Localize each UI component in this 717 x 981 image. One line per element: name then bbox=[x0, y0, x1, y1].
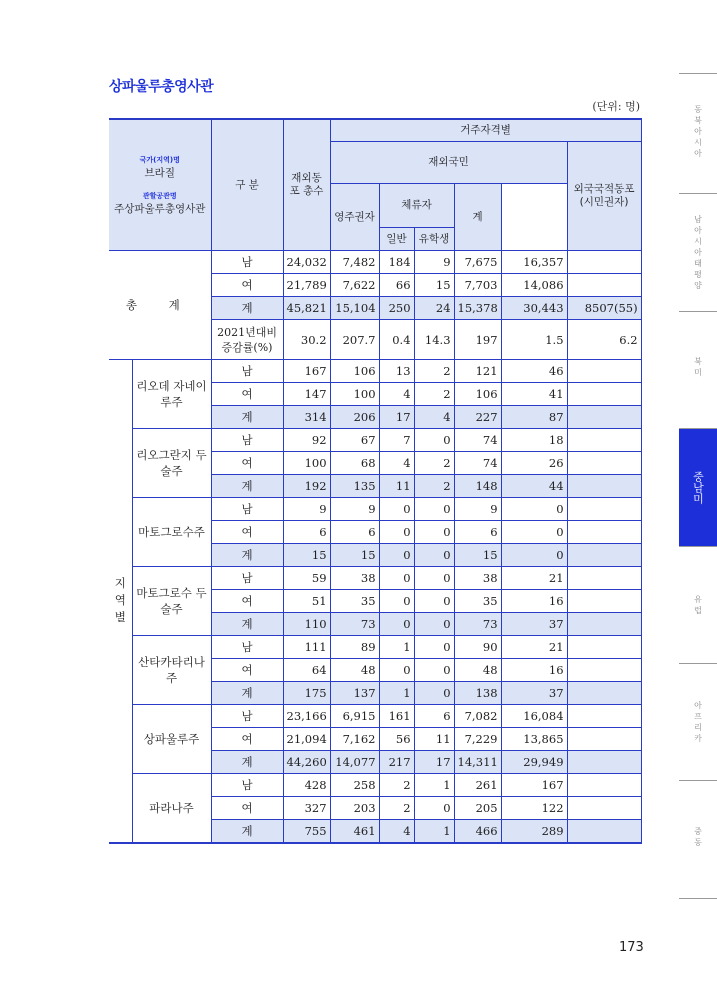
header-total-overseas: 재외동포 총수 bbox=[283, 119, 330, 251]
value-cell: 6.2 bbox=[567, 320, 641, 360]
value-cell: 1 bbox=[414, 774, 454, 797]
value-cell: 0 bbox=[414, 590, 454, 613]
sex-cell: 계 bbox=[211, 406, 283, 429]
value-cell: 9 bbox=[283, 498, 330, 521]
value-cell: 21 bbox=[501, 636, 567, 659]
value-cell: 37 bbox=[501, 682, 567, 705]
value-cell bbox=[567, 774, 641, 797]
value-cell: 67 bbox=[330, 429, 379, 452]
sex-cell: 여 bbox=[211, 659, 283, 682]
value-cell: 9 bbox=[330, 498, 379, 521]
sidebar-divider bbox=[679, 546, 717, 547]
value-cell: 7,482 bbox=[330, 251, 379, 274]
value-cell: 138 bbox=[454, 682, 501, 705]
sex-cell: 여 bbox=[211, 797, 283, 820]
value-cell: 0 bbox=[414, 521, 454, 544]
value-cell: 0 bbox=[379, 659, 414, 682]
value-cell: 147 bbox=[283, 383, 330, 406]
value-cell: 15 bbox=[414, 274, 454, 297]
value-cell: 59 bbox=[283, 567, 330, 590]
sidebar-tab-active[interactable]: 중남미 bbox=[679, 428, 717, 546]
value-cell: 314 bbox=[283, 406, 330, 429]
value-cell bbox=[567, 751, 641, 774]
value-cell: 6 bbox=[414, 705, 454, 728]
sex-cell: 여 bbox=[211, 521, 283, 544]
value-cell: 17 bbox=[379, 406, 414, 429]
region-name: 산타카타리나 주 bbox=[132, 636, 211, 705]
value-cell: 428 bbox=[283, 774, 330, 797]
value-cell: 0 bbox=[379, 590, 414, 613]
page-title: 상파울루총영사관 bbox=[109, 79, 214, 95]
region-name: 마토그로수주 bbox=[132, 498, 211, 567]
value-cell: 73 bbox=[330, 613, 379, 636]
sex-cell: 남 bbox=[211, 567, 283, 590]
value-cell: 13 bbox=[379, 360, 414, 383]
sex-cell: 계 bbox=[211, 475, 283, 498]
value-cell: 21,094 bbox=[283, 728, 330, 751]
value-cell: 0 bbox=[501, 544, 567, 567]
header-residence: 거주자격별 bbox=[330, 119, 641, 141]
value-cell: 2 bbox=[379, 774, 414, 797]
header-row-1 bbox=[109, 119, 641, 141]
header-general: 일반 bbox=[379, 228, 414, 251]
value-cell: 461 bbox=[330, 820, 379, 843]
sex-cell: 계 bbox=[211, 682, 283, 705]
table-row bbox=[109, 360, 641, 383]
value-cell: 14,077 bbox=[330, 751, 379, 774]
value-cell: 15,378 bbox=[454, 297, 501, 320]
sex-cell: 계 bbox=[211, 751, 283, 774]
value-cell: 16,084 bbox=[501, 705, 567, 728]
sidebar-tab[interactable]: 남아시아태평양 bbox=[694, 215, 702, 290]
sidebar-divider bbox=[679, 898, 717, 899]
value-cell bbox=[567, 590, 641, 613]
value-cell bbox=[567, 429, 641, 452]
value-cell: 89 bbox=[330, 636, 379, 659]
table-row bbox=[109, 567, 641, 590]
value-cell: 121 bbox=[454, 360, 501, 383]
value-cell: 44,260 bbox=[283, 751, 330, 774]
value-cell: 261 bbox=[454, 774, 501, 797]
value-cell: 205 bbox=[454, 797, 501, 820]
value-cell bbox=[567, 360, 641, 383]
value-cell: 0 bbox=[501, 521, 567, 544]
value-cell: 6 bbox=[330, 521, 379, 544]
sex-cell: 계 bbox=[211, 544, 283, 567]
value-cell: 74 bbox=[454, 452, 501, 475]
value-cell: 7,082 bbox=[454, 705, 501, 728]
value-cell: 48 bbox=[330, 659, 379, 682]
sidebar-tab[interactable]: 아프리카 bbox=[694, 701, 702, 743]
value-cell: 2 bbox=[414, 452, 454, 475]
value-cell: 100 bbox=[283, 452, 330, 475]
value-cell: 227 bbox=[454, 406, 501, 429]
sidebar-divider bbox=[679, 193, 717, 194]
header-sojourner: 체류자 bbox=[379, 184, 454, 228]
value-cell: 7,162 bbox=[330, 728, 379, 751]
region-name: 리오그란지 두술주 bbox=[132, 429, 211, 498]
value-cell bbox=[567, 728, 641, 751]
sex-cell: 남 bbox=[211, 429, 283, 452]
sex-cell: 계 bbox=[211, 297, 283, 320]
value-cell: 74 bbox=[454, 429, 501, 452]
value-cell: 66 bbox=[379, 274, 414, 297]
sex-cell: 계 bbox=[211, 820, 283, 843]
sidebar-tab[interactable]: 중동 bbox=[694, 827, 702, 847]
value-cell: 184 bbox=[379, 251, 414, 274]
value-cell: 73 bbox=[454, 613, 501, 636]
sex-cell: 남 bbox=[211, 498, 283, 521]
value-cell: 11 bbox=[379, 475, 414, 498]
region-name: 리오데 자네이루주 bbox=[132, 360, 211, 429]
value-cell: 14,311 bbox=[454, 751, 501, 774]
office-value: 주상파울루총영사관 bbox=[114, 203, 206, 215]
value-cell: 197 bbox=[454, 320, 501, 360]
value-cell: 11 bbox=[414, 728, 454, 751]
value-cell: 2 bbox=[414, 475, 454, 498]
value-cell: 56 bbox=[379, 728, 414, 751]
sex-cell: 여 bbox=[211, 274, 283, 297]
sex-cell: 남 bbox=[211, 636, 283, 659]
table-row bbox=[109, 251, 641, 274]
value-cell: 15 bbox=[454, 544, 501, 567]
by-region-label: 지역별 bbox=[109, 360, 132, 843]
value-cell: 6 bbox=[283, 521, 330, 544]
value-cell: 35 bbox=[330, 590, 379, 613]
value-cell: 4 bbox=[379, 452, 414, 475]
value-cell: 0 bbox=[379, 613, 414, 636]
sidebar-divider bbox=[679, 311, 717, 312]
value-cell bbox=[567, 521, 641, 544]
value-cell: 0 bbox=[414, 682, 454, 705]
value-cell: 106 bbox=[330, 360, 379, 383]
header-gubun: 구 분 bbox=[211, 119, 283, 251]
value-cell: 16 bbox=[501, 659, 567, 682]
sidebar-divider bbox=[679, 663, 717, 664]
value-cell: 29,949 bbox=[501, 751, 567, 774]
value-cell: 0 bbox=[414, 659, 454, 682]
header-nationals: 재외국민 bbox=[330, 141, 567, 184]
sidebar-tab[interactable]: 동북아시아 bbox=[694, 105, 702, 158]
value-cell: 0 bbox=[414, 498, 454, 521]
value-cell: 6,915 bbox=[330, 705, 379, 728]
value-cell: 64 bbox=[283, 659, 330, 682]
value-cell: 0 bbox=[414, 797, 454, 820]
header-student: 유학생 bbox=[414, 228, 454, 251]
value-cell: 48 bbox=[454, 659, 501, 682]
value-cell: 30,443 bbox=[501, 297, 567, 320]
value-cell: 46 bbox=[501, 360, 567, 383]
value-cell: 16 bbox=[501, 590, 567, 613]
value-cell: 35 bbox=[454, 590, 501, 613]
value-cell: 0 bbox=[379, 567, 414, 590]
sex-cell: 계 bbox=[211, 613, 283, 636]
value-cell: 87 bbox=[501, 406, 567, 429]
value-cell: 106 bbox=[454, 383, 501, 406]
table-row bbox=[109, 705, 641, 728]
value-cell: 1 bbox=[379, 636, 414, 659]
value-cell: 0 bbox=[379, 544, 414, 567]
value-cell: 161 bbox=[379, 705, 414, 728]
value-cell: 37 bbox=[501, 613, 567, 636]
value-cell: 15 bbox=[330, 544, 379, 567]
region-label: 국가(지역)명 bbox=[139, 156, 180, 164]
value-cell: 9 bbox=[414, 251, 454, 274]
value-cell bbox=[567, 274, 641, 297]
value-cell: 41 bbox=[501, 383, 567, 406]
value-cell: 18 bbox=[501, 429, 567, 452]
region-name: 마토그로수 두술주 bbox=[132, 567, 211, 636]
value-cell: 1 bbox=[379, 682, 414, 705]
value-cell: 30.2 bbox=[283, 320, 330, 360]
value-cell: 26 bbox=[501, 452, 567, 475]
office-label: 관할공관명 bbox=[142, 192, 177, 200]
value-cell: 466 bbox=[454, 820, 501, 843]
overall-label: 총 계 bbox=[109, 251, 211, 360]
value-cell: 755 bbox=[283, 820, 330, 843]
value-cell: 1 bbox=[414, 820, 454, 843]
value-cell: 0 bbox=[501, 498, 567, 521]
sidebar-tab[interactable]: 유럽 bbox=[694, 595, 702, 615]
value-cell bbox=[567, 406, 641, 429]
value-cell: 111 bbox=[283, 636, 330, 659]
page-number: 173 bbox=[619, 940, 644, 955]
value-cell: 207.7 bbox=[330, 320, 379, 360]
value-cell: 110 bbox=[283, 613, 330, 636]
value-cell: 24 bbox=[414, 297, 454, 320]
sex-cell: 여 bbox=[211, 590, 283, 613]
value-cell: 2 bbox=[414, 383, 454, 406]
corner-cell bbox=[109, 119, 211, 251]
value-cell: 24,032 bbox=[283, 251, 330, 274]
value-cell: 7,675 bbox=[454, 251, 501, 274]
sex-cell: 여 bbox=[211, 383, 283, 406]
value-cell: 327 bbox=[283, 797, 330, 820]
value-cell: 7 bbox=[379, 429, 414, 452]
header-foreign-national: 외국국적동포 (시민권자) bbox=[567, 141, 641, 251]
value-cell: 38 bbox=[330, 567, 379, 590]
unit-label: (단위: 명) bbox=[592, 100, 640, 113]
value-cell: 68 bbox=[330, 452, 379, 475]
value-cell: 21 bbox=[501, 567, 567, 590]
value-cell bbox=[567, 613, 641, 636]
value-cell: 9 bbox=[454, 498, 501, 521]
header-permanent: 영주권자 bbox=[330, 184, 379, 251]
value-cell: 15 bbox=[283, 544, 330, 567]
value-cell: 13,865 bbox=[501, 728, 567, 751]
value-cell bbox=[567, 544, 641, 567]
value-cell bbox=[567, 682, 641, 705]
value-cell bbox=[567, 705, 641, 728]
value-cell: 2 bbox=[379, 797, 414, 820]
value-cell: 4 bbox=[414, 406, 454, 429]
value-cell: 217 bbox=[379, 751, 414, 774]
value-cell: 23,166 bbox=[283, 705, 330, 728]
value-cell: 289 bbox=[501, 820, 567, 843]
table-row bbox=[109, 774, 641, 797]
value-cell: 192 bbox=[283, 475, 330, 498]
value-cell: 137 bbox=[330, 682, 379, 705]
value-cell bbox=[567, 452, 641, 475]
value-cell: 206 bbox=[330, 406, 379, 429]
region-value: 브라질 bbox=[144, 167, 175, 179]
value-cell: 203 bbox=[330, 797, 379, 820]
value-cell: 4 bbox=[379, 820, 414, 843]
value-cell bbox=[567, 475, 641, 498]
value-cell: 148 bbox=[454, 475, 501, 498]
value-cell: 38 bbox=[454, 567, 501, 590]
region-name: 상파울루주 bbox=[132, 705, 211, 774]
value-cell: 14,086 bbox=[501, 274, 567, 297]
value-cell bbox=[567, 797, 641, 820]
value-cell: 175 bbox=[283, 682, 330, 705]
value-cell: 45,821 bbox=[283, 297, 330, 320]
sex-cell: 2021년대비 증감률(%) bbox=[211, 320, 283, 360]
sex-cell: 남 bbox=[211, 705, 283, 728]
value-cell: 0.4 bbox=[379, 320, 414, 360]
value-cell: 7,703 bbox=[454, 274, 501, 297]
value-cell bbox=[567, 567, 641, 590]
value-cell: 0 bbox=[414, 636, 454, 659]
sex-cell: 여 bbox=[211, 728, 283, 751]
sidebar-divider bbox=[679, 73, 717, 74]
value-cell: 15,104 bbox=[330, 297, 379, 320]
value-cell: 7,229 bbox=[454, 728, 501, 751]
table-row bbox=[109, 429, 641, 452]
value-cell: 0 bbox=[414, 429, 454, 452]
sex-cell: 여 bbox=[211, 452, 283, 475]
value-cell: 135 bbox=[330, 475, 379, 498]
sidebar-tab[interactable]: 북미 bbox=[694, 357, 702, 377]
value-cell: 51 bbox=[283, 590, 330, 613]
value-cell: 8507(55) bbox=[567, 297, 641, 320]
sex-cell: 남 bbox=[211, 774, 283, 797]
table-row bbox=[109, 498, 641, 521]
sex-cell: 남 bbox=[211, 360, 283, 383]
value-cell bbox=[567, 498, 641, 521]
value-cell: 1.5 bbox=[501, 320, 567, 360]
value-cell: 0 bbox=[414, 613, 454, 636]
value-cell: 0 bbox=[379, 521, 414, 544]
sidebar-divider bbox=[679, 428, 717, 429]
value-cell bbox=[567, 383, 641, 406]
region-name: 파라나주 bbox=[132, 774, 211, 843]
value-cell: 16,357 bbox=[501, 251, 567, 274]
value-cell: 2 bbox=[414, 360, 454, 383]
value-cell: 4 bbox=[379, 383, 414, 406]
value-cell: 167 bbox=[283, 360, 330, 383]
value-cell: 0 bbox=[379, 498, 414, 521]
value-cell: 258 bbox=[330, 774, 379, 797]
value-cell: 17 bbox=[414, 751, 454, 774]
table-row bbox=[109, 636, 641, 659]
value-cell: 250 bbox=[379, 297, 414, 320]
value-cell bbox=[567, 251, 641, 274]
value-cell: 122 bbox=[501, 797, 567, 820]
value-cell: 44 bbox=[501, 475, 567, 498]
value-cell: 92 bbox=[283, 429, 330, 452]
value-cell: 0 bbox=[414, 544, 454, 567]
value-cell: 6 bbox=[454, 521, 501, 544]
value-cell: 167 bbox=[501, 774, 567, 797]
value-cell: 0 bbox=[414, 567, 454, 590]
value-cell: 100 bbox=[330, 383, 379, 406]
sex-cell: 남 bbox=[211, 251, 283, 274]
value-cell bbox=[567, 820, 641, 843]
header-subtotal: 계 bbox=[454, 184, 501, 251]
sidebar-divider bbox=[679, 780, 717, 781]
value-cell: 14.3 bbox=[414, 320, 454, 360]
value-cell: 7,622 bbox=[330, 274, 379, 297]
value-cell: 21,789 bbox=[283, 274, 330, 297]
value-cell bbox=[567, 659, 641, 682]
value-cell bbox=[567, 636, 641, 659]
value-cell: 90 bbox=[454, 636, 501, 659]
population-table bbox=[109, 118, 642, 844]
